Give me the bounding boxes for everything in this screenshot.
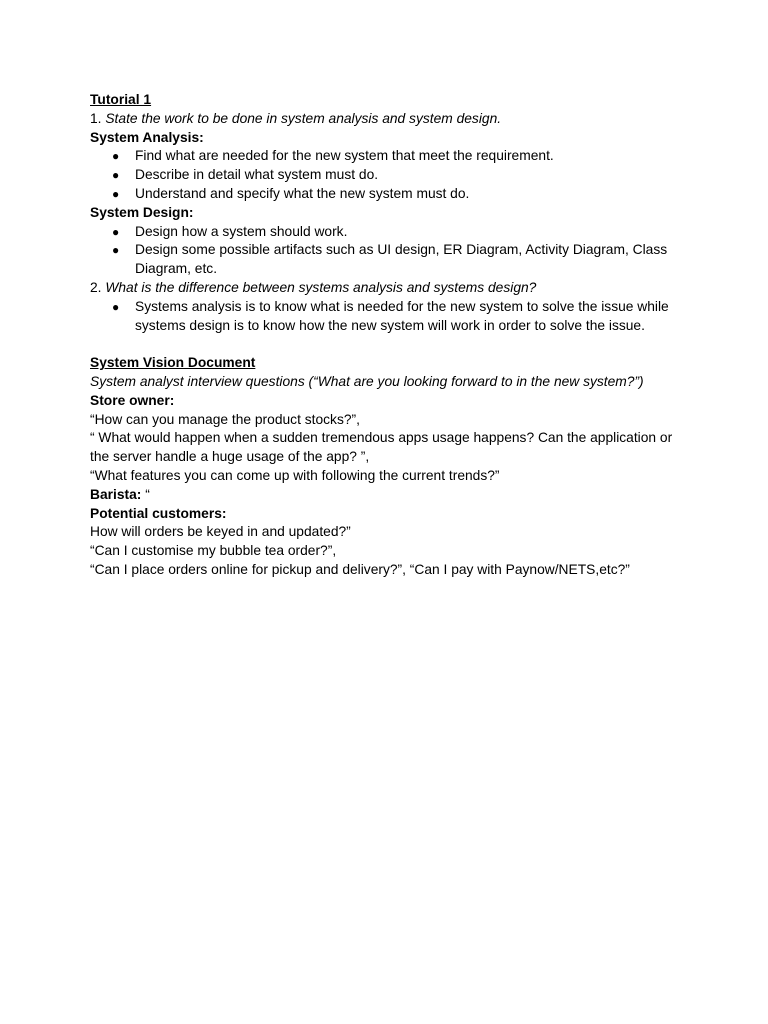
list-item [112, 223, 690, 242]
barista-label: Barista: [90, 486, 142, 502]
tutorial-heading: Tutorial 1 [90, 92, 152, 107]
question-2 [90, 279, 690, 298]
system-design-heading: System Design: [90, 204, 194, 220]
question-2-list [90, 298, 690, 336]
list-item [112, 185, 690, 204]
list-item-text: Systems analysis is to know what is needed for the new system to solve the issue while systems design is to know how the new system will work in order to solve the issue. [135, 298, 669, 333]
question-2-text: What is the difference between systems analysis and systems design? [105, 279, 537, 295]
bullet-icon: ● [112, 186, 120, 201]
question-1-text: State the work to be done in system analysis and system design. [105, 110, 502, 126]
system-analysis-heading: System Analysis: [90, 129, 204, 145]
customers-line: “Can I customise my bubble tea order?”, [90, 543, 337, 559]
store-owner-line: “What features you can come up with following the current trends?” [90, 467, 500, 483]
list-item-text: Find what are needed for the new system that meet the requirement. [135, 148, 554, 164]
list-item-text: Describe in detail what system must do. [135, 167, 379, 183]
list-item-text: Design some possible artifacts such as UI design, ER Diagram, Activity Diagram, Class Diagram, etc. [135, 242, 668, 277]
customers-label: Potential customers: [90, 505, 227, 521]
system-analysis-list [90, 147, 690, 203]
section-spacer [90, 335, 690, 354]
store-owner-line: “ What would happen when a sudden tremendous apps usage happens? Can the application or [90, 430, 673, 446]
vision-subtitle: System analyst interview questions (“What are you looking forward to in the new system?”) [90, 373, 644, 389]
list-item [112, 147, 690, 166]
bullet-icon: ● [112, 149, 120, 164]
store-owner-line: “How can you manage the product stocks?”, [90, 411, 360, 427]
question-1 [90, 110, 690, 129]
vision-heading: System Vision Document [90, 355, 256, 371]
store-owner-label: Store owner: [90, 392, 175, 408]
question-2-number: 2. [90, 279, 102, 295]
customers-line: “Can I place orders online for pickup and delivery?”, “Can I pay with Paynow/NETS,etc?” [90, 561, 630, 577]
list-item [112, 166, 690, 185]
document-page [90, 91, 690, 580]
list-item [112, 241, 690, 279]
question-1-number: 1. [90, 110, 102, 126]
barista-line [90, 486, 690, 505]
barista-text: “ [141, 486, 150, 502]
bullet-icon: ● [112, 168, 120, 183]
bullet-icon: ● [112, 243, 120, 258]
bullet-icon: ● [112, 299, 120, 314]
list-item-text: Design how a system should work. [135, 223, 348, 239]
store-owner-line: the server handle a huge usage of the app? ”, [90, 449, 370, 465]
system-design-list [90, 223, 690, 279]
list-item [112, 298, 690, 336]
bullet-icon: ● [112, 224, 120, 239]
list-item-text: Understand and specify what the new system must do. [135, 185, 470, 201]
customers-line: How will orders be keyed in and updated?” [90, 524, 351, 540]
